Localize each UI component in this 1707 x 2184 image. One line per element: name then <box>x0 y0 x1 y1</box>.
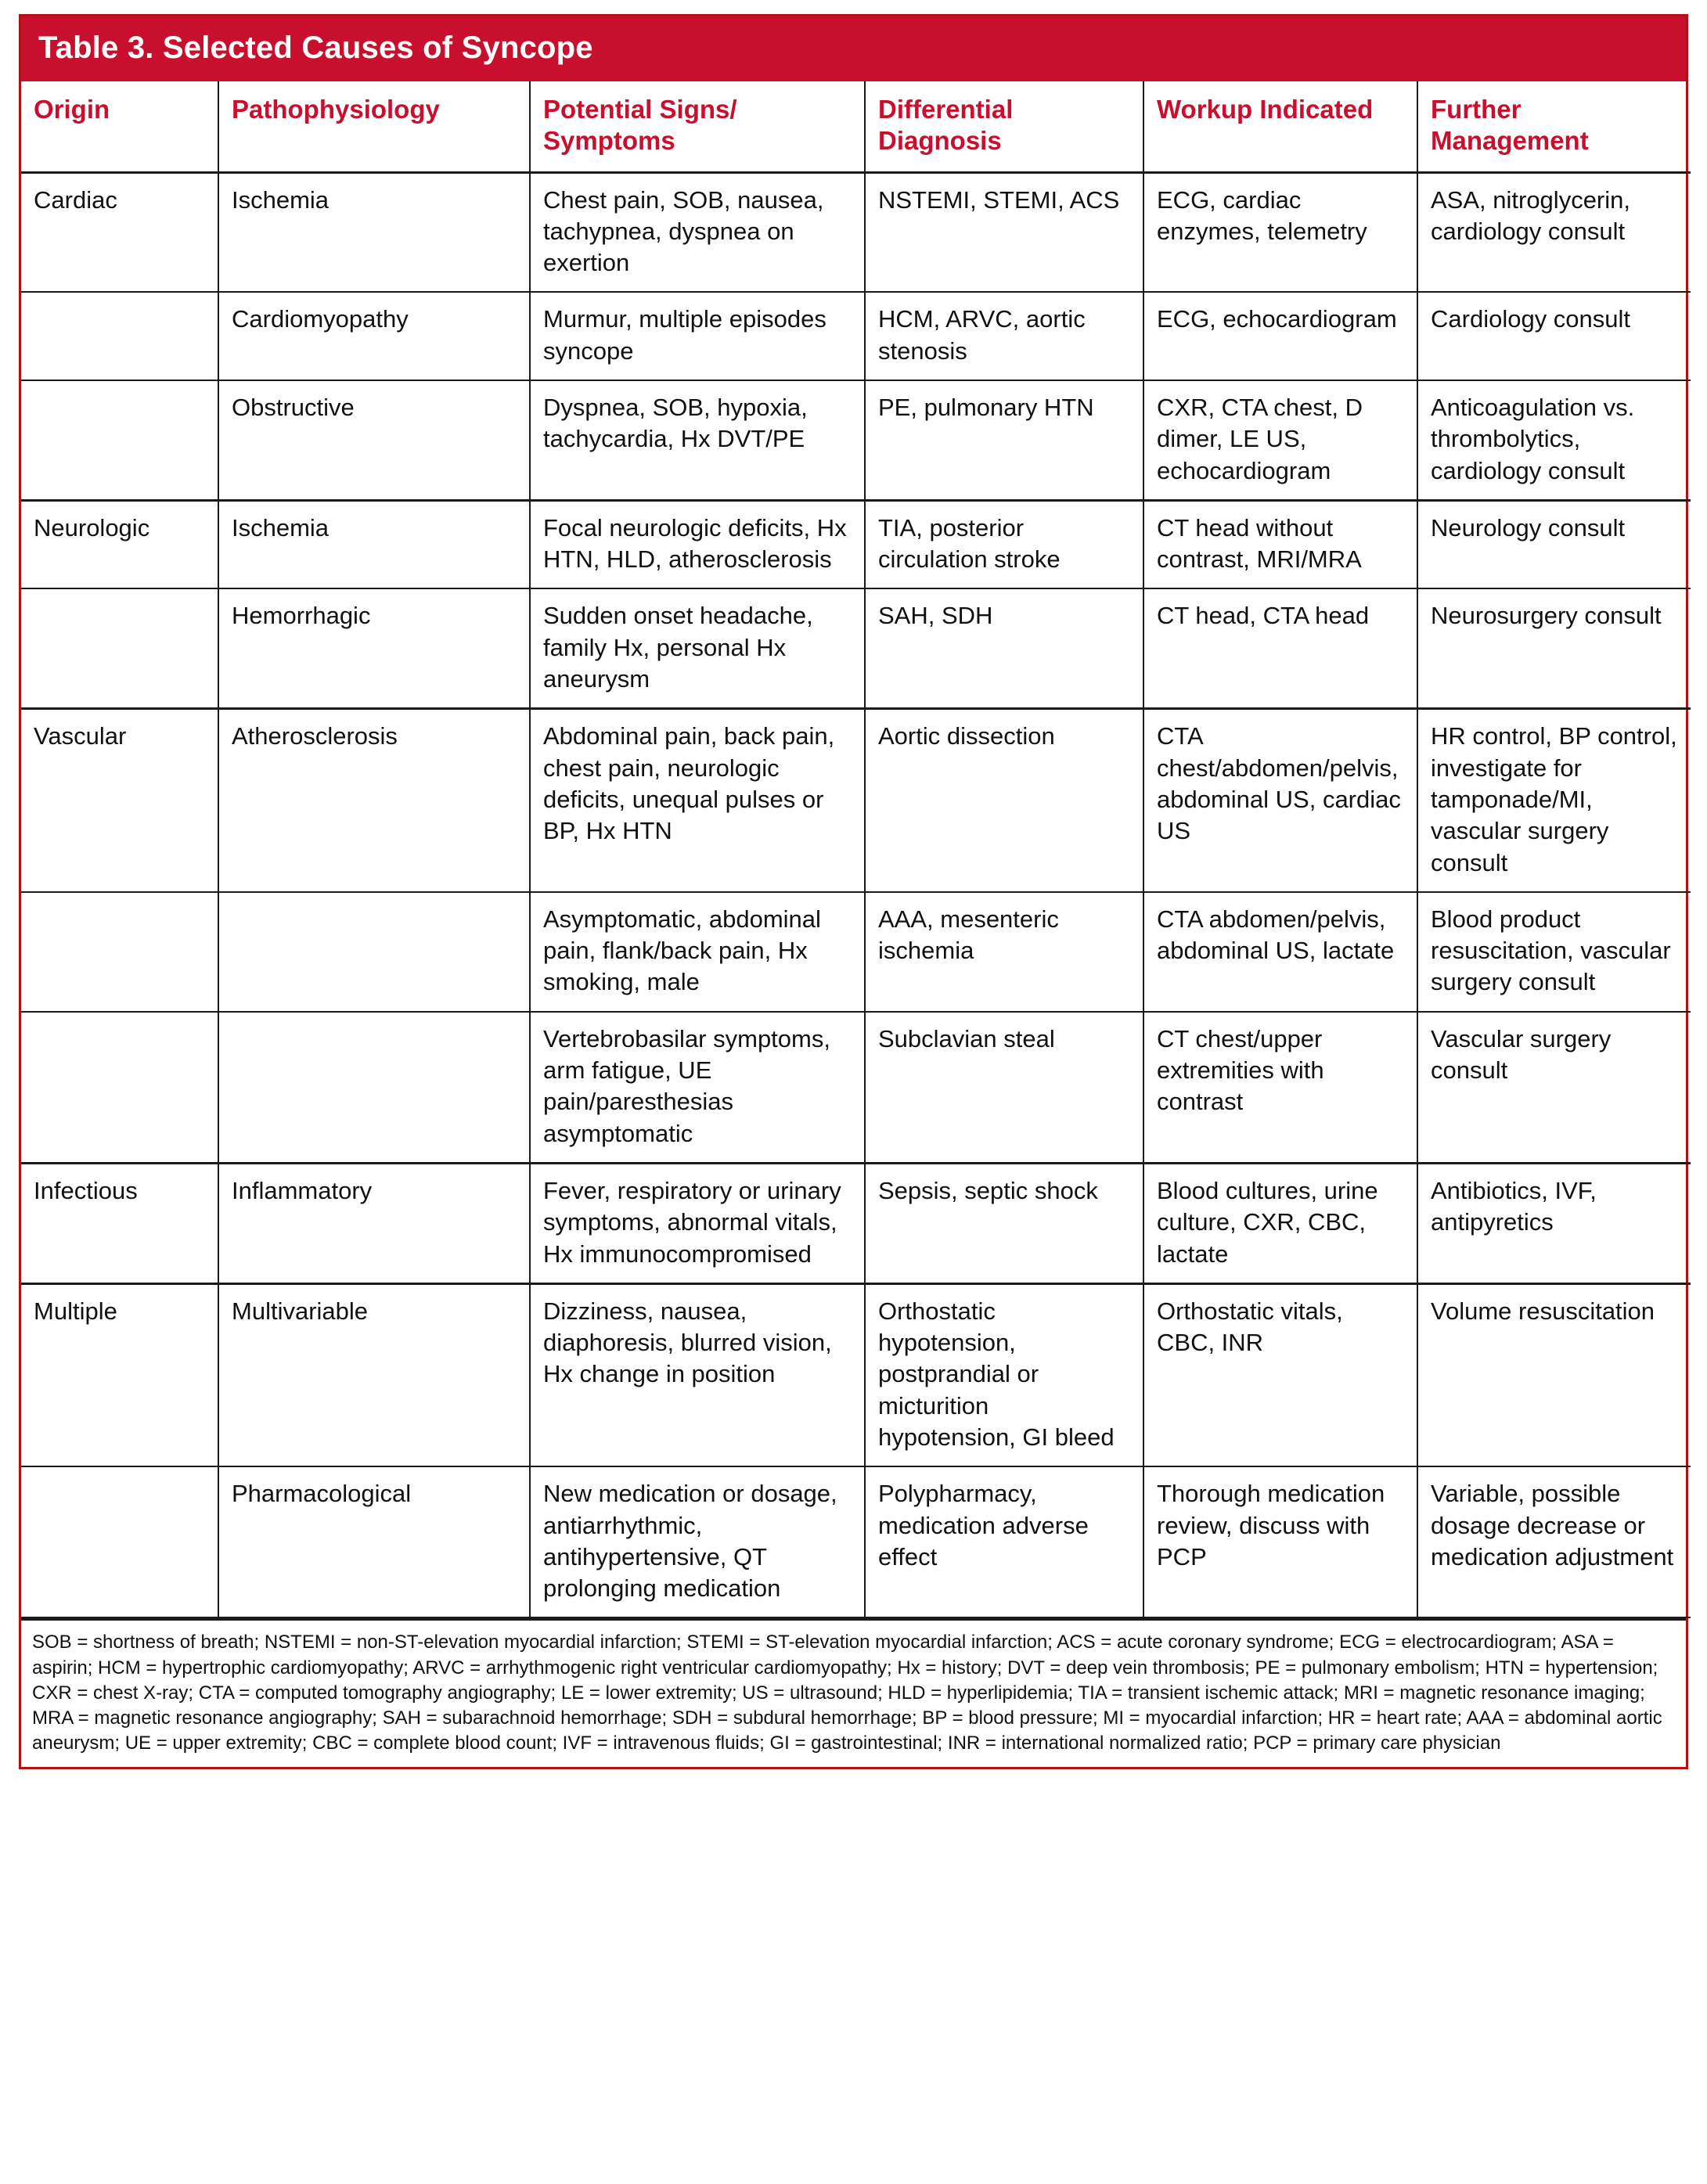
table-row <box>21 1283 1691 1466</box>
cell-management: Vascular surgery consult <box>1417 1012 1691 1164</box>
table-title: Table 3. Selected Causes of Syncope <box>21 16 1686 81</box>
cell-signs: Fever, respiratory or urinary symptoms, abnormal vitals, Hx immunocompromised <box>530 1163 865 1283</box>
cell-differential: TIA, posterior circulation stroke <box>865 500 1143 588</box>
cell-management: Blood product resuscitation, vascular surgery consult <box>1417 892 1691 1012</box>
cell-management: Anticoagulation vs. thrombolytics, cardiology consult <box>1417 380 1691 500</box>
cell-pathophysiology: Ischemia <box>218 172 530 292</box>
cell-differential: Subclavian steal <box>865 1012 1143 1164</box>
table-footnote <box>21 1618 1686 1767</box>
cell-workup: Orthostatic vitals, CBC, INR <box>1143 1283 1417 1466</box>
cell-signs: Dyspnea, SOB, hypoxia, tachycardia, Hx DVT/PE <box>530 380 865 500</box>
cell-workup: CTA chest/abdomen/pelvis, abdominal US, cardiac US <box>1143 709 1417 892</box>
table-row <box>21 892 1691 1012</box>
syncope-causes-table <box>19 14 1688 1769</box>
column-header-workup-indicated: Workup Indicated <box>1143 81 1417 172</box>
cell-differential: NSTEMI, STEMI, ACS <box>865 172 1143 292</box>
cell-management: Neurology consult <box>1417 500 1691 588</box>
cell-management: Cardiology consult <box>1417 292 1691 380</box>
cell-management: Neurosurgery consult <box>1417 588 1691 708</box>
cell-pathophysiology: Multivariable <box>218 1283 530 1466</box>
cell-signs: Asymptomatic, abdominal pain, flank/back pain, Hx smoking, male <box>530 892 865 1012</box>
table-row <box>21 588 1691 708</box>
cell-workup: Thorough medication review, discuss with PCP <box>1143 1466 1417 1617</box>
cell-origin: Neurologic <box>21 500 218 588</box>
cell-signs: Abdominal pain, back pain, chest pain, neurologic deficits, unequal pulses or BP, Hx HTN <box>530 709 865 892</box>
cell-pathophysiology: Hemorrhagic <box>218 588 530 708</box>
cell-origin <box>21 292 218 380</box>
cell-pathophysiology <box>218 892 530 1012</box>
cell-origin: Infectious <box>21 1163 218 1283</box>
cell-differential: Sepsis, septic shock <box>865 1163 1143 1283</box>
data-table <box>21 81 1691 1618</box>
cell-origin <box>21 588 218 708</box>
table-row <box>21 500 1691 588</box>
column-header-further-management: Further Management <box>1417 81 1691 172</box>
table-row <box>21 709 1691 892</box>
cell-differential: Polypharmacy, medication adverse effect <box>865 1466 1143 1617</box>
cell-workup: ECG, cardiac enzymes, telemetry <box>1143 172 1417 292</box>
cell-signs: Murmur, multiple episodes syncope <box>530 292 865 380</box>
table-row <box>21 1466 1691 1617</box>
cell-signs: Dizziness, nausea, diaphoresis, blurred vision, Hx change in position <box>530 1283 865 1466</box>
cell-management: HR control, BP control, investigate for tamponade/MI, vascular surgery consult <box>1417 709 1691 892</box>
cell-workup: ECG, echocardiogram <box>1143 292 1417 380</box>
abbreviations-text: SOB = shortness of breath; NSTEMI = non-ST-elevation myocardial infarction; STEMI = ST-elevation myocardial infarction; ACS = acute coronary syndrome; ECG = electrocardiogram; ASA = aspirin; HCM = hypertrophic cardiomyopathy; ARVC = arrhythmogenic right ventricular cardiomyopathy; Hx = history; DVT = deep vein thrombosis; PE = pulmonary embolism; HTN = hypertension; CXR = chest X-ray; CTA = computed tomography angiography; LE = lower extremity; US = ultrasound; HLD = hyperlipidemia; TIA = transient ischemic attack; MRI = magnetic resonance imaging; MRA = magnetic resonance angiography; SAH = subarachnoid hemorrhage; SDH = subdural hemorrhage; BP = blood pressure; MI = myocardial infarction; HR = heart rate; AAA = abdominal aortic aneurysm; UE = upper extremity; CBC = complete blood count; IVF = intravenous fluids; GI = gastrointestinal; INR = international normalized ratio; PCP = primary care physician <box>32 1632 1662 1754</box>
cell-workup: CT head, CTA head <box>1143 588 1417 708</box>
column-header-differential-diagnosis: Differential Diagnosis <box>865 81 1143 172</box>
table-row <box>21 172 1691 292</box>
cell-origin <box>21 892 218 1012</box>
cell-workup: Blood cultures, urine culture, CXR, CBC, lactate <box>1143 1163 1417 1283</box>
cell-origin <box>21 380 218 500</box>
cell-workup: CTA abdomen/pelvis, abdominal US, lactate <box>1143 892 1417 1012</box>
cell-management: ASA, nitroglycerin, cardiology consult <box>1417 172 1691 292</box>
cell-pathophysiology: Pharmacological <box>218 1466 530 1617</box>
cell-pathophysiology: Ischemia <box>218 500 530 588</box>
cell-pathophysiology: Atherosclerosis <box>218 709 530 892</box>
cell-pathophysiology: Obstructive <box>218 380 530 500</box>
cell-management: Antibiotics, IVF, antipyretics <box>1417 1163 1691 1283</box>
cell-signs: Sudden onset headache, family Hx, personal Hx aneurysm <box>530 588 865 708</box>
cell-signs: New medication or dosage, antiarrhythmic, antihypertensive, QT prolonging medication <box>530 1466 865 1617</box>
table-row <box>21 1163 1691 1283</box>
cell-differential: HCM, ARVC, aortic stenosis <box>865 292 1143 380</box>
cell-origin <box>21 1466 218 1617</box>
cell-signs: Chest pain, SOB, nausea, tachypnea, dyspnea on exertion <box>530 172 865 292</box>
cell-signs: Focal neurologic deficits, Hx HTN, HLD, atherosclerosis <box>530 500 865 588</box>
table-row <box>21 1012 1691 1164</box>
cell-management: Variable, possible dosage decrease or medication adjustment <box>1417 1466 1691 1617</box>
cell-pathophysiology: Inflammatory <box>218 1163 530 1283</box>
cell-differential: Aortic dissection <box>865 709 1143 892</box>
cell-origin: Cardiac <box>21 172 218 292</box>
column-header-origin: Origin <box>21 81 218 172</box>
cell-origin <box>21 1012 218 1164</box>
cell-differential: PE, pulmonary HTN <box>865 380 1143 500</box>
table-header-row <box>21 81 1691 172</box>
table-row <box>21 292 1691 380</box>
column-header-pathophysiology: Pathophysiology <box>218 81 530 172</box>
cell-differential: AAA, mesenteric ischemia <box>865 892 1143 1012</box>
cell-management: Volume resuscitation <box>1417 1283 1691 1466</box>
cell-workup: CXR, CTA chest, D dimer, LE US, echocardiogram <box>1143 380 1417 500</box>
cell-origin: Vascular <box>21 709 218 892</box>
cell-origin: Multiple <box>21 1283 218 1466</box>
cell-pathophysiology <box>218 1012 530 1164</box>
cell-differential: SAH, SDH <box>865 588 1143 708</box>
cell-pathophysiology: Cardiomyopathy <box>218 292 530 380</box>
table-row <box>21 380 1691 500</box>
cell-signs: Vertebrobasilar symptoms, arm fatigue, UE pain/paresthesias asymptomatic <box>530 1012 865 1164</box>
cell-differential: Orthostatic hypotension, postprandial or micturition hypotension, GI bleed <box>865 1283 1143 1466</box>
column-header-signs-symptoms: Potential Signs/ Symptoms <box>530 81 865 172</box>
cell-workup: CT chest/upper extremities with contrast <box>1143 1012 1417 1164</box>
cell-workup: CT head without contrast, MRI/MRA <box>1143 500 1417 588</box>
